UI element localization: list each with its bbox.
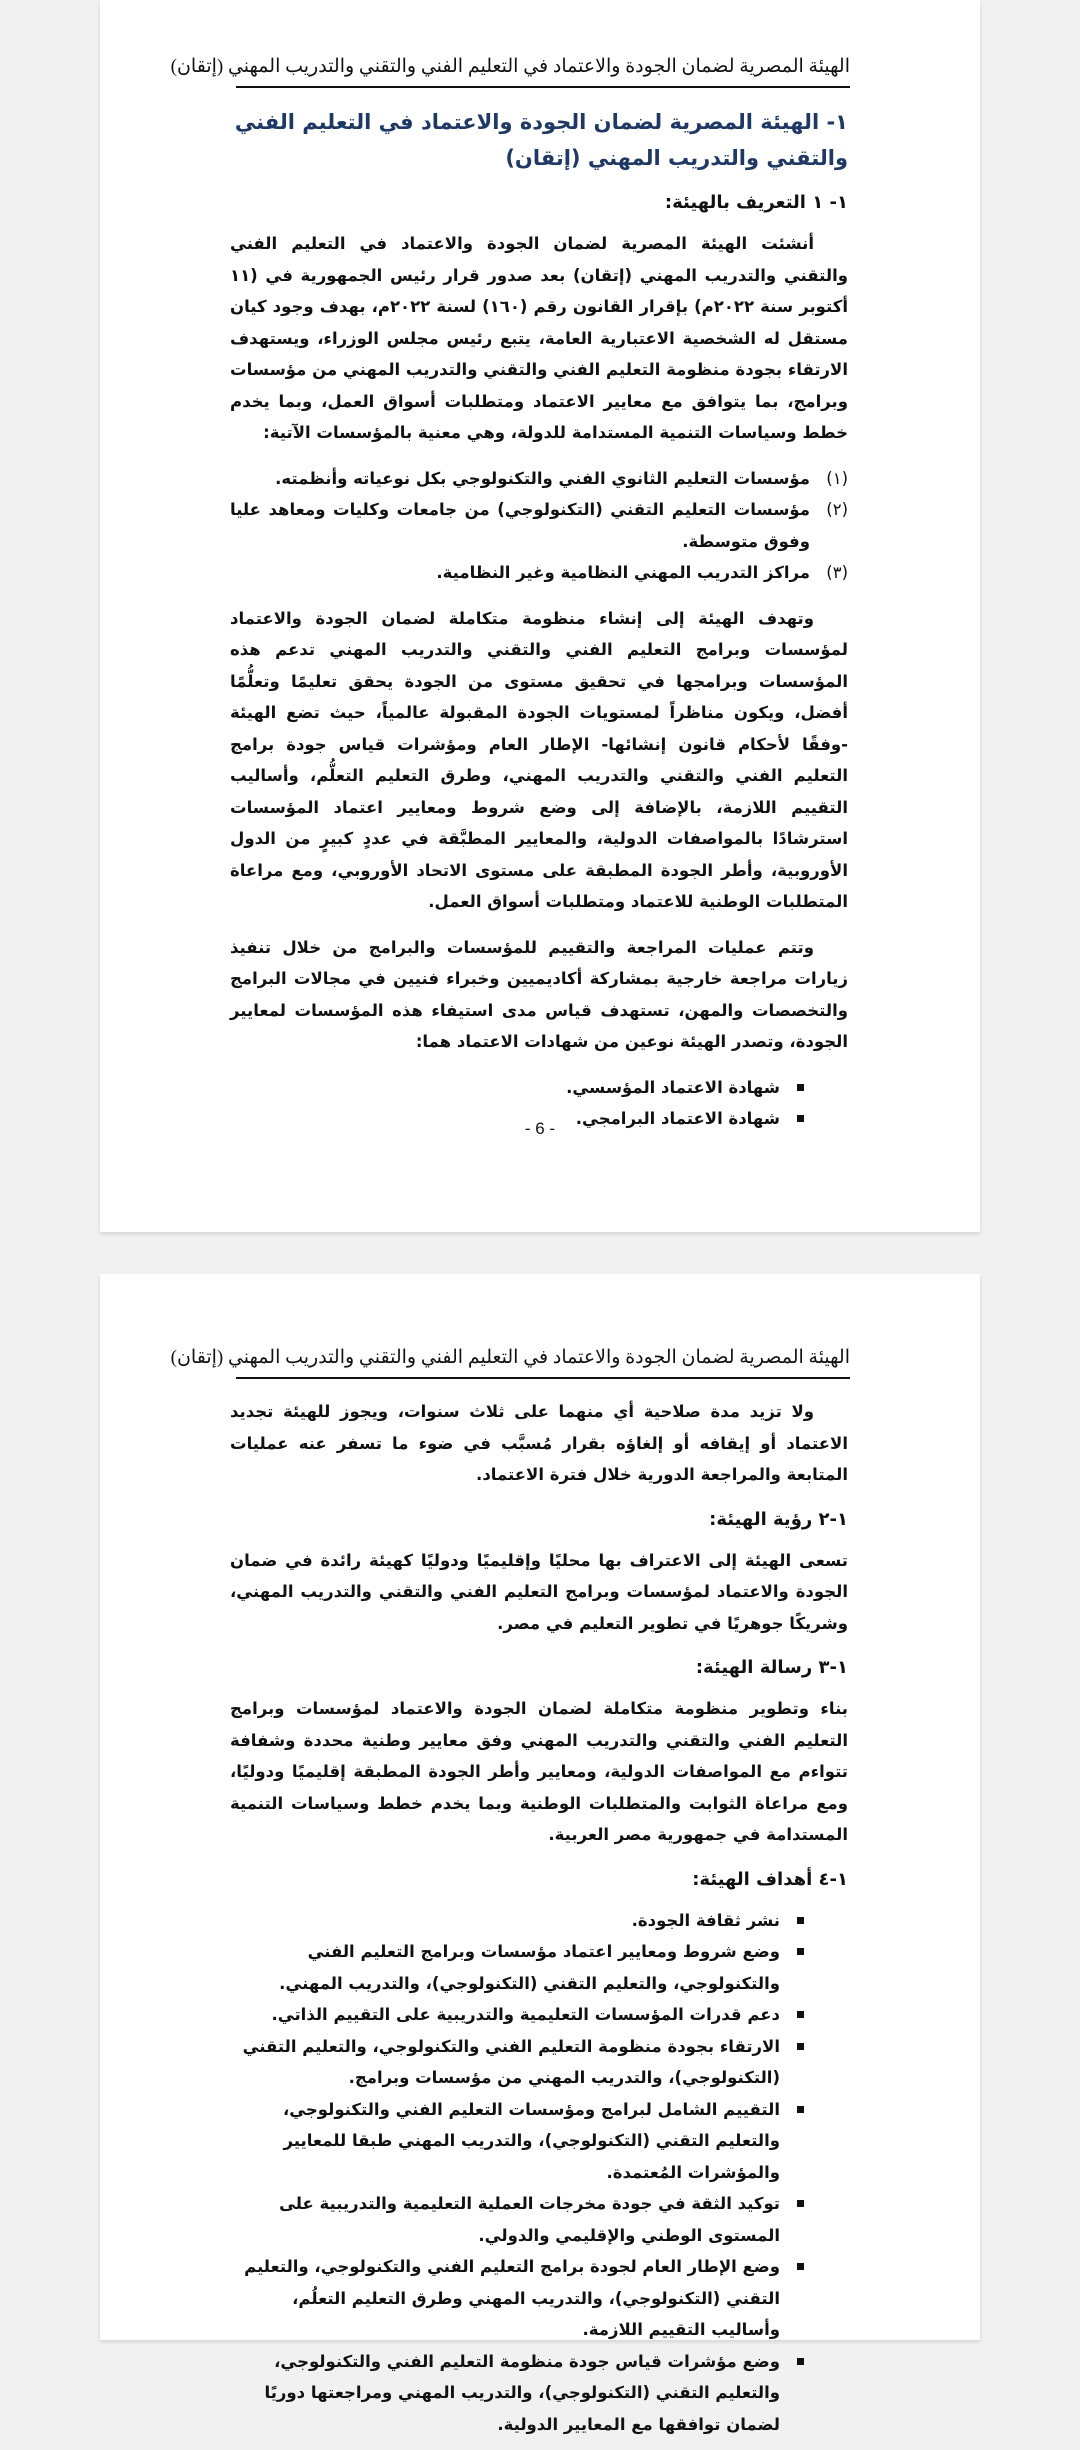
- list-item: الارتقاء بجودة منظومة التعليم الفني والتكنولوجي، والتعليم التقني (التكنولوجي)، والتدريب المهني من مؤسسات وبرامج.: [230, 2031, 808, 2094]
- list-item: وضع شروط ومعايير اعتماد مؤسسات وبرامج التعليم الفني والتكنولوجي، والتعليم التقني (التكنولوجي)، والتدريب المهني.: [230, 1936, 808, 1999]
- review-paragraph: وتتم عمليات المراجعة والتقييم للمؤسسات والبرامج من خلال تنفيذ زيارات مراجعة خارجية بمشاركة أكاديميين وخبراء فنيين في مجالات البرامج والتخصصات والمهن، تستهدف قياس مدى استيفاء هذه المؤسسات لمعايير الجودة، وتصدر الهيئة نوعين من شهادات الاعتماد هما:: [230, 937, 848, 1051]
- list-item-text: مؤسسات التعليم الثانوي الفني والتكنولوجي بكل نوعياته وأنظمته.: [275, 468, 810, 488]
- running-header: الهيئة المصرية لضمان الجودة والاعتماد في التعليم الفني والتقني والتدريب المهني (إتقان): [236, 54, 850, 88]
- section-heading-1-2: ١-٢ رؤية الهيئة:: [709, 1508, 848, 1530]
- page-content: [230, 104, 848, 1145]
- list-item: شهادة الاعتماد المؤسسي.: [230, 1072, 808, 1104]
- aims-paragraph: وتهدف الهيئة إلى إنشاء منظومة متكاملة لضمان الجودة والاعتماد لمؤسسات وبرامج التعليم الفني والتقني والتدريب المهني تدعم هذه المؤسسات وبرامجها في تحقيق مستوى من الجودة يحقق تعليمًا وتعلُّمًا أفضل، ويكون مناظراً لمستويات الجودة المقبولة عالمياً، حيث تضع الهيئة -وفقًا لأحكام قانون إنشائها- الإطار العام ومؤشرات قياس جودة برامج التعليم الفني والتقني والتدريب المهني، وطرق التعليم التعلُّم، وأساليب التقييم اللازمة، بالإضافة إلى وضع شروط ومعايير اعتماد المؤسسات استرشادًا بالمواصفات الدولية، والمعايير المطبَّقة في عددٍ كبيرٍ من الدول الأوروبية، وأطر الجودة المطبقة على مستوى الاتحاد الأوروبي، ومع مراعاة المتطلبات الوطنية للاعتماد ومتطلبات أسواق العمل.: [230, 608, 848, 911]
- validity-paragraph: ولا تزيد مدة صلاحية أي منهما على ثلاث سنوات، ويجوز للهيئة تجديد الاعتماد أو إيقافه أو إلغاؤه بقرار مُسبَّب في ضوء ما تسفر عنه عمليات المتابعة والمراجعة الدورية خلال فترة الاعتماد.: [230, 1402, 848, 1484]
- mission-paragraph: بناء وتطوير منظومة متكاملة لضمان الجودة والاعتماد لمؤسسات وبرامج التعليم الفني والتقني والتدريب المهني وفق معايير وطنية محددة وشفافة تتواءم مع المواصفات الدولية، ومعايير وأطر الجودة المطبقة إقليميًا ودوليًا، ومع مراعاة الثوابت والمتطلبات الوطنية وبما يخدم خطط وسياسات التنمية المستدامة في جمهورية مصر العربية.: [230, 1699, 848, 1844]
- list-item: [230, 463, 848, 495]
- list-item: نشر ثقافة الجودة.: [230, 1905, 808, 1937]
- list-number: (٢): [826, 500, 848, 519]
- document-page-6: [100, 0, 980, 1232]
- list-item: وضع الإطار العام لجودة برامج التعليم الفني والتكنولوجي، والتعليم التقني (التكنولوجي)، والتدريب المهني وطرق التعليم التعلُم، وأساليب التقييم اللازمة.: [230, 2251, 808, 2346]
- list-number: (١): [826, 468, 848, 488]
- list-item: [230, 494, 848, 557]
- intro-paragraph: أنشئت الهيئة المصرية لضمان الجودة والاعتماد في التعليم الفني والتقني والتدريب المهني (إتقان) بعد صدور قرار رئيس الجمهورية في (١١ أكتوبر سنة ٢٠٢٢م) بإقرار القانون رقم (١٦٠) لسنة ٢٠٢٢م، بهدف وجود كيان مستقل له الشخصية الاعتبارية العامة، يتبع رئيس مجلس الوزراء، ويستهدف الارتقاء بجودة منظومة التعليم الفني والتقني والتدريب المهني من مؤسسات وبرامج، بما يتوافق مع معايير الاعتماد ومتطلبات أسواق العمل، وبما يخدم خطط وسياسات التنمية المستدامة للدولة، وهي معنية بالمؤسسات الآتية:: [230, 234, 848, 442]
- list-item: التقييم الشامل لبرامج ومؤسسات التعليم الفني والتكنولوجي، والتعليم التقني (التكنولوجي)، والتدريب المهني طبقا للمعايير والمؤشرات المُعتمدة.: [230, 2094, 808, 2189]
- document-page-7: [100, 1274, 980, 2434]
- running-header: الهيئة المصرية لضمان الجودة والاعتماد في التعليم الفني والتقني والتدريب المهني (إتقان): [236, 1345, 850, 1379]
- vision-paragraph: تسعى الهيئة إلى الاعتراف بها محليًا وإقليميًا ودوليًا كهيئة رائدة في ضمان الجودة والاعتماد لمؤسسات وبرامج التعليم الفني والتقني والتدريب المهني، وشريكًا جوهريًا في تطوير التعليم في مصر.: [230, 1550, 848, 1633]
- list-item-text: مراكز التدريب المهني النظامية وغير النظامية.: [436, 563, 810, 582]
- list-item: شهادة الاعتماد البرامجي.: [230, 1103, 808, 1135]
- chapter-title: ١- الهيئة المصرية لضمان الجودة والاعتماد في التعليم الفني والتقني والتدريب المهني (إتقان): [234, 110, 848, 170]
- list-item: دعم قدرات المؤسسات التعليمية والتدريبية على التقييم الذاتي.: [230, 1999, 808, 2031]
- list-number: (٣): [826, 563, 848, 582]
- list-item: [230, 557, 848, 589]
- list-item-text: مؤسسات التعليم التقني (التكنولوجي) من جامعات وكليات ومعاهد عليا وفوق متوسطة.: [230, 500, 810, 551]
- goals-list: [230, 1905, 848, 2441]
- institutions-list: [230, 463, 848, 589]
- section-heading-1-1: ١- ١ التعريف بالهيئة:: [664, 192, 848, 213]
- list-item: وضع مؤشرات قياس جودة منظومة التعليم الفني والتكنولوجي، والتعليم التقني (التكنولوجي)، والتدريب المهني ومراجعتها دوريًا لضمان توافقها مع المعايير الدولية.: [230, 2346, 808, 2441]
- section-heading-1-3: ١-٣ رسالة الهيئة:: [695, 1657, 848, 1678]
- page-number: - 6 -: [524, 1119, 556, 1138]
- page-content: [230, 1396, 848, 2450]
- section-heading-1-4: ١-٤ أهداف الهيئة:: [692, 1868, 848, 1890]
- list-item: توكيد الثقة في جودة مخرجات العملية التعليمية والتدريبية على المستوى الوطني والإقليمي والدولي.: [230, 2188, 808, 2251]
